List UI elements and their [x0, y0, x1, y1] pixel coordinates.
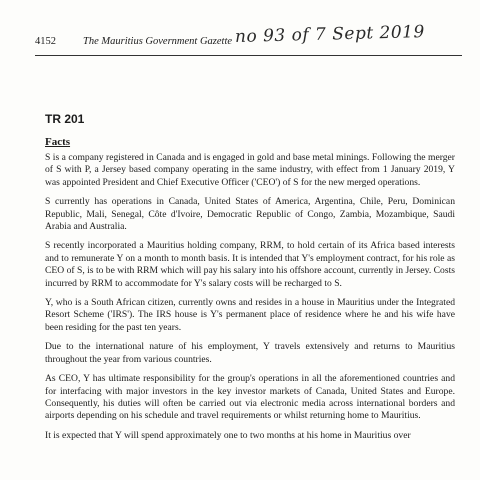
- body-paragraph: Due to the international nature of his employment, Y travels extensively and returns to Mauritius throughout the year from various countries.: [45, 341, 455, 365]
- body-paragraph: S is a company registered in Canada and is engaged in gold and base metal minings. Following the merger of S with P, a Jersey based company operating in the same industry, with effect from 1 January 2019, Y was appointed President and Chief Executive Officer ('CEO') of S for the new merged operations.: [45, 152, 455, 188]
- body-paragraph: Y, who is a South African citizen, currently owns and resides in a house in Mauritius under the Integrated Resort Scheme ('IRS'). The IRS house is Y's permanent place of residence where he and his wife have been residing for the past ten years.: [45, 297, 455, 333]
- page-header: [23, 22, 460, 51]
- header-rule: [35, 55, 462, 56]
- ruling-reference: TR 201: [45, 112, 85, 126]
- body-paragraph: It is expected that Y will spend approximately one to two months at his home in Mauritius over: [45, 429, 411, 441]
- body-paragraph: S currently has operations in Canada, United States of America, Argentina, Chile, Peru, Dominican Republic, Mali, Senegal, Côte d'Ivoire, Democratic Republic of Congo, Zambia, Mozambique, Saudi Arabia and Australia.: [45, 196, 455, 233]
- body-paragraph: As CEO, Y has ultimate responsibility for the group's operations in all the aforementioned countries and for interfacing with major investors in the key investor markets of Canada, United States and Europe. Consequently, his duties will often be carried out via electronic media across international borders and airports depending on his schedule and travel requirements or whilst returning home to Mauritius.: [45, 373, 455, 422]
- section-heading-facts: Facts: [45, 136, 71, 148]
- body-paragraph: S recently incorporated a Mauritius holding company, RRM, to hold certain of its Africa based interests and to remunerate Y on a month to month basis. It is intended that Y's employment contract, for his role as CEO of S, is to be with RRM which will pay his salary into his offshore account, currently in Jersey. Costs incurred by RRM to accommodate for Y's salary costs will be recharged to S.: [45, 240, 455, 289]
- document-body: [45, 152, 455, 449]
- page-number: 4152: [35, 36, 56, 47]
- handwritten-issue-note: no 93 of 7 Sept 2019: [234, 22, 426, 47]
- publication-title: The Mauritius Government Gazette: [83, 36, 233, 47]
